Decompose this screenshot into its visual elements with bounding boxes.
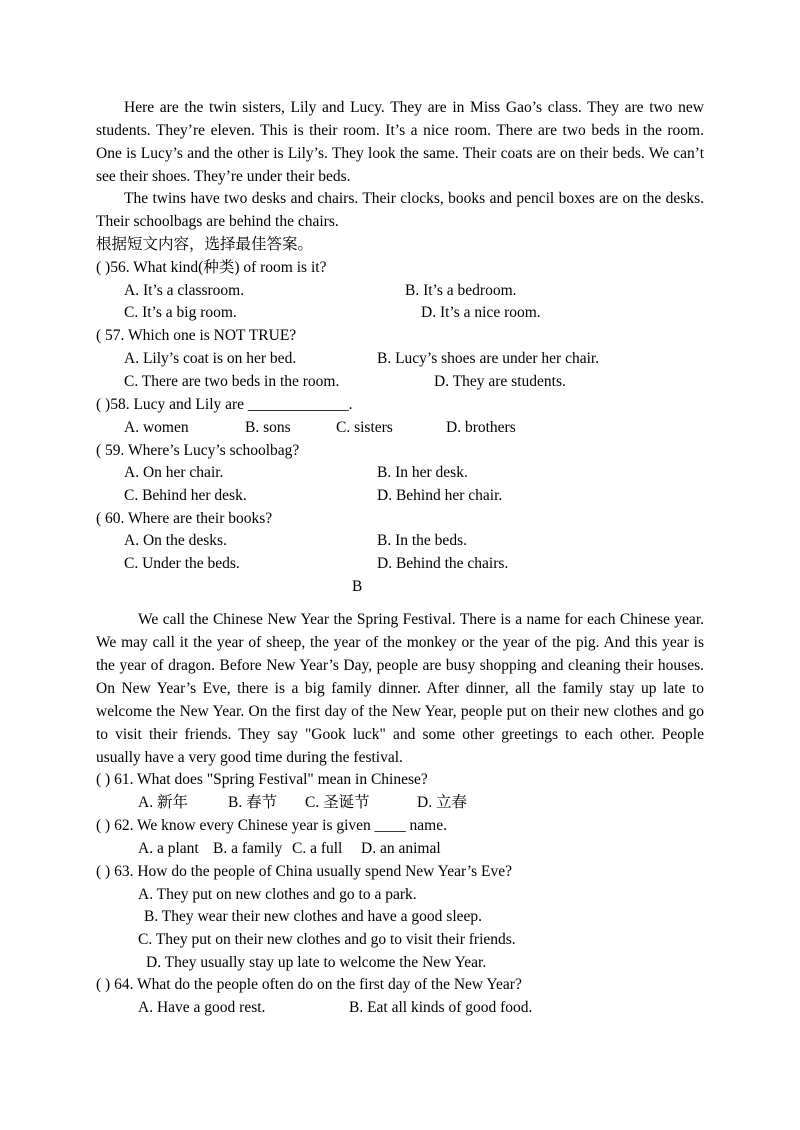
q56-option-b: B. It’s a bedroom.: [405, 282, 517, 299]
q63-option-b: B. They wear their new clothes and have a good sleep.: [144, 908, 483, 925]
q57-option-c: C. There are two beds in the room.: [124, 373, 340, 390]
q59-option-c: C. Behind her desk.: [124, 487, 247, 504]
q63-option-a: A. They put on new clothes and go to a park.: [138, 886, 417, 903]
question-61-stem: ( ) 61. What does "Spring Festival" mean in Chinese?: [96, 771, 428, 788]
q61-option-c: C. 圣诞节: [305, 794, 370, 811]
q61-option-b: B. 春节: [228, 794, 278, 811]
question-62-stem: ( ) 62. We know every Chinese year is given ____ name.: [96, 817, 447, 834]
q61-option-a: A. 新年: [138, 794, 188, 811]
q62-option-c: C. a full: [292, 840, 343, 857]
q56-option-d: D. It’s a nice room.: [421, 304, 541, 321]
q57-option-b: B. Lucy’s shoes are under her chair.: [377, 350, 600, 367]
section-b-label: B: [352, 578, 363, 595]
q58-option-d: D. brothers: [446, 419, 516, 436]
q59-option-a: A. On her chair.: [124, 464, 224, 481]
q62-option-a: A. a plant: [138, 840, 199, 857]
q59-option-b: B. In her desk.: [377, 464, 468, 481]
passage-b-paragraph: We call the Chinese New Year the Spring Festival. There is a name for each Chinese year. We may call it the year of sheep, the year of the monkey or the year of the pig. And this year is the year of dragon. Before New Year’s Day, people are busy shopping and cleaning their houses. On New Year’s Eve, there is a big family dinner. After dinner, all the family stay up late to welcome the New Year. On the first day of the New Year, people put on their new clothes and go to visit their friends. They say "Gook luck" and some other greetings to each other. People usually have a very good time during the festival.: [96, 611, 704, 766]
q62-option-d: D. an animal: [361, 840, 441, 857]
question-63-stem: ( ) 63. How do the people of China usually spend New Year’s Eve?: [96, 863, 512, 880]
instruction-text: 根据短文内容，选择最佳答案。: [96, 236, 314, 253]
q58-option-b: B. sons: [245, 419, 291, 436]
question-57-stem: ( 57. Which one is NOT TRUE?: [96, 327, 297, 344]
q60-option-b: B. In the beds.: [377, 532, 467, 549]
question-64-stem: ( ) 64. What do the people often do on the first day of the New Year?: [96, 976, 522, 993]
q57-option-d: D. They are students.: [434, 373, 566, 390]
question-60-stem: ( 60. Where are their books?: [96, 510, 273, 527]
q60-option-c: C. Under the beds.: [124, 555, 240, 572]
q57-option-a: A. Lily’s coat is on her bed.: [124, 350, 297, 367]
q64-option-b: B. Eat all kinds of good food.: [349, 999, 533, 1016]
q63-option-d: D. They usually stay up late to welcome the New Year.: [146, 954, 487, 971]
q60-option-a: A. On the desks.: [124, 532, 227, 549]
passage-a-paragraph-1: Here are the twin sisters, Lily and Lucy. They are in Miss Gao’s class. They are two new students. They’re eleven. This is their room. It’s a nice room. There are two beds in the room. One is Lucy’s and the other is Lily’s. They look the same. Their coats are on their beds. We can’t see their shoes. They’re under their beds.: [96, 99, 704, 185]
q60-option-d: D. Behind the chairs.: [377, 555, 509, 572]
q59-option-d: D. Behind her chair.: [377, 487, 503, 504]
q58-option-a: A. women: [124, 419, 189, 436]
passage-a-paragraph-2: The twins have two desks and chairs. Their clocks, books and pencil boxes are on the desks. Their schoolbags are behind the chairs.: [96, 190, 704, 230]
q63-option-c: C. They put on their new clothes and go to visit their friends.: [138, 931, 516, 948]
q61-option-d: D. 立春: [417, 794, 467, 811]
question-56-stem: ( )56. What kind(种类) of room is it?: [96, 259, 327, 276]
q56-option-a: A. It’s a classroom.: [124, 282, 245, 299]
question-58-stem: ( )58. Lucy and Lily are _____________.: [96, 396, 353, 413]
q58-option-c: C. sisters: [336, 419, 393, 436]
q64-option-a: A. Have a good rest.: [138, 999, 266, 1016]
question-59-stem: ( 59. Where’s Lucy’s schoolbag?: [96, 442, 300, 459]
q56-option-c: C. It’s a big room.: [124, 304, 237, 321]
q62-option-b: B. a family: [213, 840, 283, 857]
